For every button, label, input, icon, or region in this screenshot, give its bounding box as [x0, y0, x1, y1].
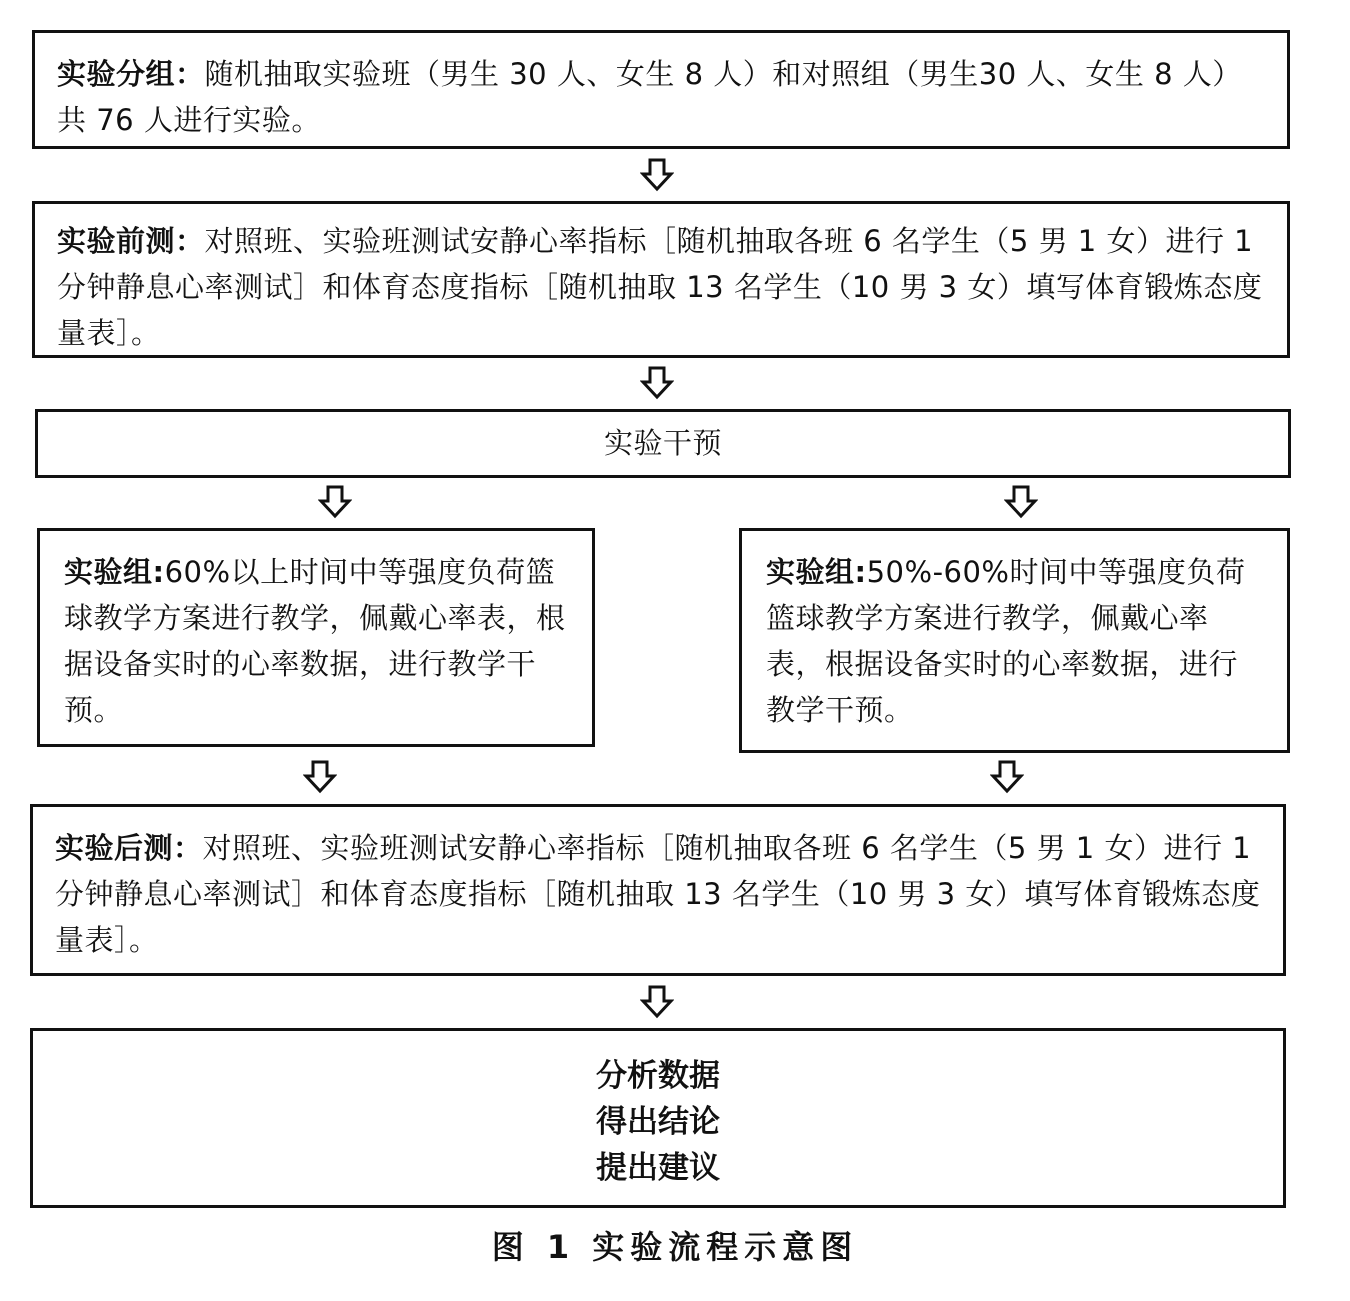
- figure-caption: 图 1 实验流程示意图: [491, 1228, 859, 1266]
- conclusion-line-analyze: 分析数据: [596, 1058, 720, 1094]
- experimental-group-b-box: [739, 528, 1290, 753]
- conclusion-line-conclude: 得出结论: [596, 1104, 720, 1140]
- step-intervention-box: [35, 409, 1291, 478]
- down-arrow-icon: [318, 485, 352, 519]
- step-pretest-text: 对照班、实验班测试安静心率指标［随机抽取各班 6 名学生（5 男 1 女）进行 1 分钟静息心率测试］和体育态度指标［随机抽取 13 名学生（10 男 3 女）填写体育锻炼态度量表］。: [57, 224, 1263, 350]
- step-intervention-text: 实验干预: [603, 426, 722, 460]
- step-grouping-box: [32, 30, 1290, 149]
- down-arrow-icon: [303, 760, 337, 794]
- down-arrow-icon: [1004, 485, 1038, 519]
- step-grouping-text: 随机抽取实验班（男生 30 人、女生 8 人）和对照组（男生30 人、女生 8 人）共 76 人进行实验。: [57, 57, 1242, 137]
- down-arrow-icon: [990, 760, 1024, 794]
- experimental-group-b-text: 50%-60%时间中等强度负荷篮球教学方案进行教学，佩戴心率表，根据设备实时的心率数据，进行教学干预。: [766, 555, 1246, 727]
- down-arrow-icon: [640, 366, 674, 400]
- step-posttest-label: 实验后测：: [55, 831, 203, 865]
- down-arrow-icon: [640, 158, 674, 192]
- conclusion-line-suggest: 提出建议: [596, 1150, 720, 1186]
- experimental-group-a-label: 实验组:: [64, 555, 165, 589]
- step-pretest-label: 实验前测：: [57, 224, 205, 258]
- step-pretest-box: [32, 201, 1290, 358]
- step-grouping-label: 实验分组：: [57, 57, 205, 91]
- experimental-group-a-box: [37, 528, 595, 747]
- experimental-group-b-label: 实验组:: [766, 555, 867, 589]
- experimental-group-a-text: 60%以上时间中等强度负荷篮球教学方案进行教学，佩戴心率表，根据设备实时的心率数据，进行教学干预。: [64, 555, 566, 727]
- down-arrow-icon: [640, 985, 674, 1019]
- step-conclusion-box: [30, 1028, 1286, 1208]
- step-posttest-text: 对照班、实验班测试安静心率指标［随机抽取各班 6 名学生（5 男 1 女）进行 1 分钟静息心率测试］和体育态度指标［随机抽取 13 名学生（10 男 3 女）填写体育锻炼态度量表］。: [55, 831, 1261, 957]
- step-posttest-box: [30, 804, 1286, 976]
